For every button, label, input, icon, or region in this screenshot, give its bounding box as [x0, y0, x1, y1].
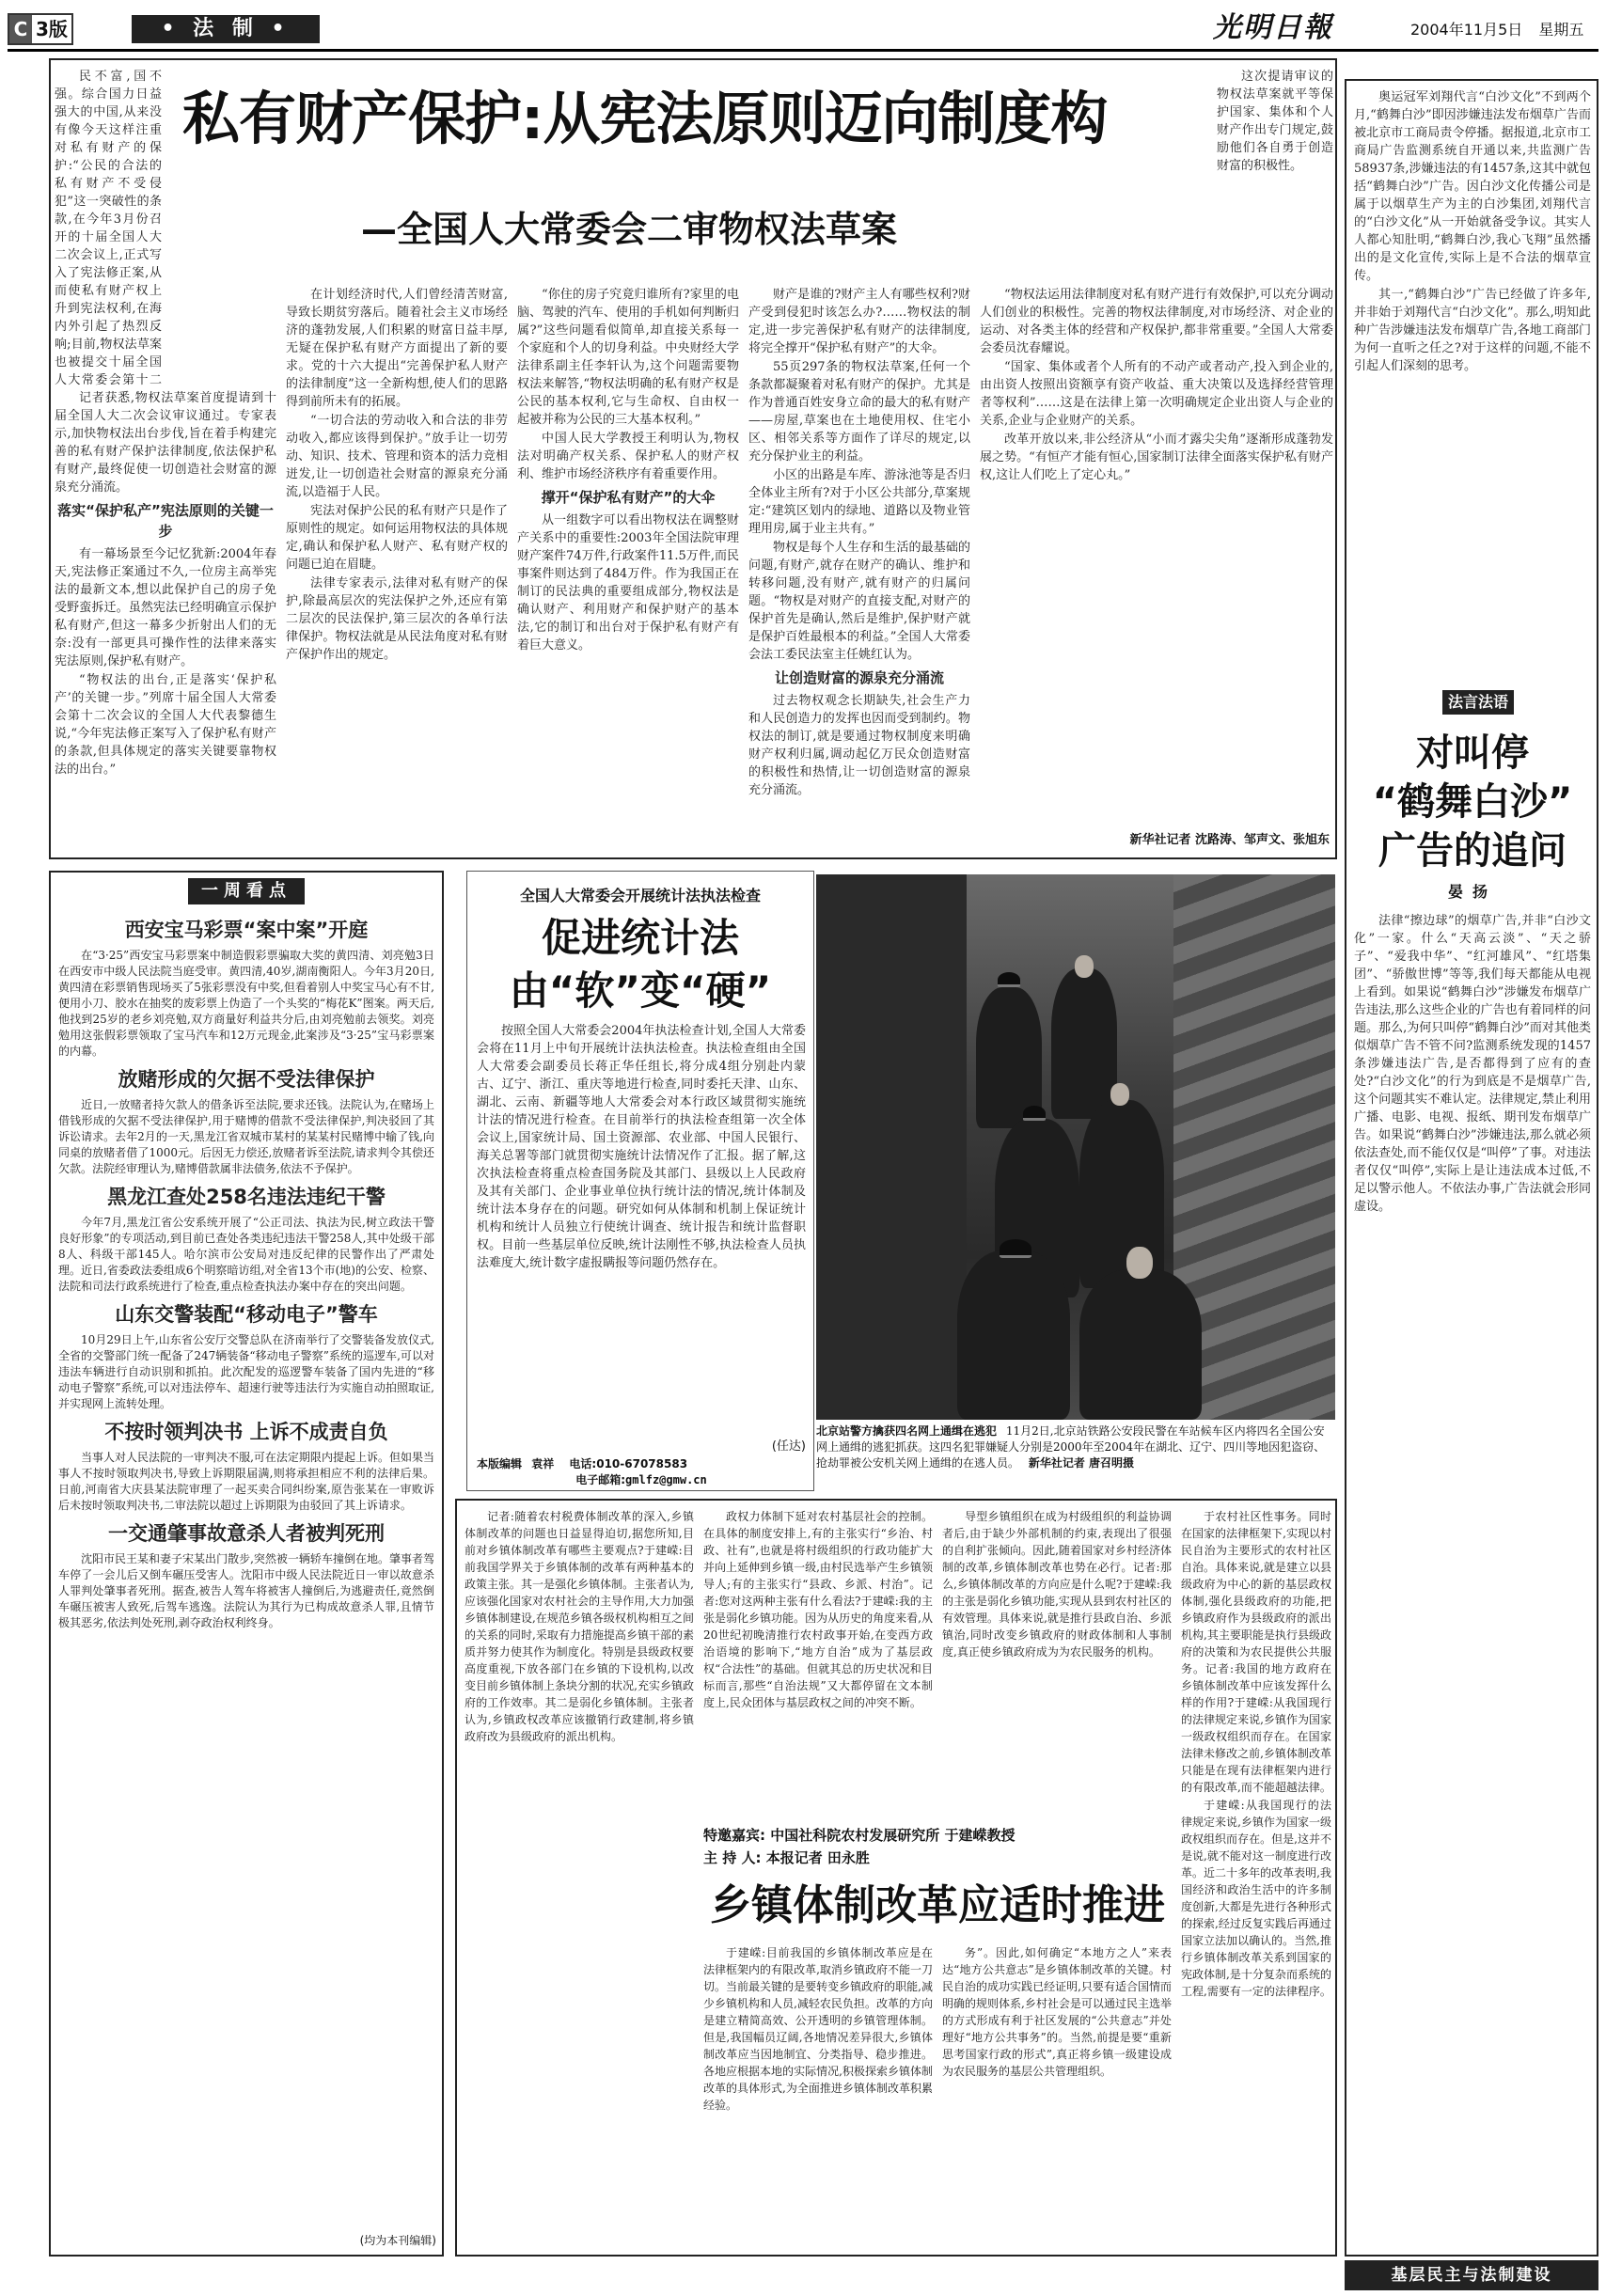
lead-subhead-1: 落实“保护私产”宪法原则的关键一步 — [57, 502, 274, 540]
lead-paragraph: 55页297条的物权法草案,任何一个条款都凝聚着对私有财产的保护。尤其是作为普通百姓安身立命的最大的私有财产——房屋,草案也在土地使用权、住宅小区、相邻关系等方面作了详尽的规定,以充分保护业主的利益。 — [748, 360, 970, 464]
photo-face — [1110, 1083, 1129, 1106]
lead-paragraph: 宪法对保护公民的私有财产只是作了原则性的规定。如何运用物权法的具体规定,确认和保护私人财产、私有财产权的问题已迫在眉睫。 — [286, 504, 508, 572]
section-footer-bar — [1345, 2260, 1598, 2290]
email-label: 电子邮箱: — [575, 1473, 626, 1486]
week-highlights — [49, 871, 444, 2257]
interview-paragraph: 导型乡镇组织在成为村级组织的利益协调者后,由于缺少外部机制的约束,表现出了很强的自利扩张倾向。因此,随着国家对乡村经济体制的改革,乡镇体制改革也势在必行。记者:那么,乡镇体制改革的方向应是什么呢?于建嵘:我的主张是弱化乡镇功能,实现从县到农村社区的有效管理。具体来说,就是推行县政自治、乡派镇治,同时改变乡镇政府的财政体制和人事制度,真正使乡镇政府成为为农民服务的机构。 — [942, 1510, 1172, 1659]
photo-figure — [1051, 968, 1117, 1119]
host-line — [703, 1847, 1172, 1869]
week-tag: 一周看点 — [188, 878, 305, 904]
week-item-title: 黑龙江查处258名违法违纪干警 — [107, 1186, 386, 1208]
column-article — [1345, 79, 1598, 2257]
week-item-title: 不按时领判决书 上诉不成责自负 — [104, 1421, 388, 1443]
stats-body — [477, 1022, 806, 1436]
interview-column-2 — [703, 1508, 933, 1818]
lead-paragraph: 民不富,国不强。综合国力日益强大的中国,从来没有像今天这样注重对私有财产的保护:“公民的合法的私有财产不受侵犯”这一突破性的条款,在今年3月份召开的十届全国人大二次会议上,正式写入了宪法修正案,从而使私有财产权上升到宪法权利,在海内外引起了热烈反响;目前,物权法草案也被提交十届全国人大常委会第十二 — [55, 70, 162, 387]
lead-subtitle: —全国人大常委会二审物权法草案 — [361, 209, 898, 250]
photo-face — [1126, 1247, 1153, 1279]
week-item-body: 沈阳市民王某和妻子宋某出门散步,突然被一辆轿车撞倒在地。肇事者驾车停了一会儿后又倒车碾压受害人。沈阳市中级人民法院近日一审以故意杀人罪判处肇事者死刑。据查,被告人驾车将被害人撞倒后,为逃避责任,竟然倒车碾压被害人致死,后驾车逃逸。法院认为其行为已构成故意杀人罪,且情节极其恶劣,依法判处死刑,剥夺政治权利终身。 — [58, 1552, 434, 1629]
week-item-title: 一交通肇事故意杀人者被判死刑 — [108, 1522, 385, 1545]
photo-police-cap — [1000, 1239, 1031, 1258]
stats-title-2: 由“软”变“硬” — [509, 967, 772, 1014]
photo-police-cap — [1023, 1106, 1046, 1121]
lead-paragraph: 财产是谁的?财产主人有哪些权利?财产受到侵犯时该怎么办?……物权法的制定,进一步完善保护私有财产的法律制度,将完全撑开“保护私有财产”的大伞。 — [748, 288, 970, 355]
news-photo — [816, 874, 1335, 1420]
stats-title-1: 促进统计法 — [541, 915, 739, 961]
email-row — [477, 1472, 806, 1488]
stats-byline: (任达) — [771, 1439, 806, 1454]
week-tag-wrap — [51, 878, 442, 906]
lead-subhead-2: 撑开“保护私有财产”的大伞 — [541, 489, 716, 506]
issue-date — [1410, 19, 1598, 41]
host-name: 本报记者 田永胜 — [765, 1849, 870, 1866]
week-item — [58, 1519, 434, 1631]
lead-article — [49, 58, 1337, 859]
phone-number: 010-67078583 — [596, 1457, 688, 1470]
photo-figure — [957, 1250, 1070, 1420]
column-author: 晏扬 — [1447, 883, 1497, 901]
column-body — [1354, 912, 1591, 2247]
photo-caption-body: 11月2日,北京站铁路公安段民警在车站候车区内将四名全国公安网上通缉的逃犯抓获。这四名犯罪嫌疑人分别是2000年至2004年在湖北、辽宁、四川等地因犯盗窃、抢劫罪被公安机关网上通缉的在逃人员。 — [816, 1424, 1326, 1470]
interview-paragraph: 务”。因此,如何确定“本地方之人”来表达“地方公共意志”是乡镇体制改革的关键。村民自治的成功实践已经证明,只要有适合国情而明确的规则体系,乡村社会是可以通过民主选举的方式形成有利于社区发展的“公共意志”并处理好“地方公共事务”的。当然,前提是要“重新思考国家行政的形式”,真正将乡镇一级建设成为农民服务的基层公共管理组织。 — [942, 1946, 1172, 2078]
photo-wall — [816, 874, 967, 1420]
interview-paragraph: 于建嵘:目前我国的乡镇体制改革应是在法律框架内的有限改革,取消乡镇政府不能一刀切。当前最关键的是要转变乡镇政府的职能,减少乡镇机构和人员,减轻农民负担。改革的方向是建立精简高效、公开透明的乡镇管理体制。但是,我国幅员辽阔,各地情况差异很大,乡镇体制改革应当因地制宜、分类指导、稳步推进。各地应根据本地的实际情况,积极探索乡镇体制改革的具体形式,为全面推进乡镇体制改革积累经验。 — [703, 1946, 933, 2112]
column-paragraph: 法律“擦边球”的烟草广告,并非“白沙文化”一家。什么“天高云淡”、“天之骄子”、“爱我中华”、“红河雄风”、“红塔集团”、“骄傲世博”等等,我们每天都能从电视上看到。如果说“鹤舞白沙”涉嫌发布烟草广告违法,那么这些企业的广告也有着同样的问题。那么,为何只叫停“鹤舞白沙”而对其他类似烟草广告不管不问?监测系统发现的1457条涉嫌违法广告,是否都得到了应有的查处?“白沙文化”的行为到底是不是烟草广告,这个问题其实不难认定。法律规定,禁止利用广播、电影、电视、报纸、期刊发布烟草广告。如果说“鹤舞白沙”涉嫌违法,那么就必须依法查处,而不能仅仅是“叫停”了事。对违法者仅仅“叫停”,实际上是让违法成本过低,不足以警示他人。不依法办事,广告法就会形同虚设。 — [1354, 914, 1591, 1214]
stats-article — [466, 871, 814, 1491]
week-byline: (均为本刊编辑) — [359, 2234, 436, 2247]
lead-paragraph: “物权法运用法律制度对私有财产进行有效保护,可以充分调动人们创业的积极性。完善的物权法律制度,对市场经济、对企业的运动、对各类主体的经营和产权保护,都非常重要。”全国人大常委会委员沈春耀说。 — [980, 288, 1333, 355]
column-tag-text: 法言法语 — [1442, 690, 1514, 715]
editor-row — [477, 1456, 806, 1472]
photo-figure — [1079, 1269, 1202, 1420]
stats-paragraph: 按照全国人大常委会2004年执法检查计划,全国人大常委会将在11月上中旬开展统计法执法检查。执法检查组由全国人大常委会副委员长蒋正华任组长,将分成4组分别赴内蒙古、辽宁、浙江、重庆等地进行检查,同时委托天津、山东、湖北、云南、新疆等地人大常委会对本行政区域贯彻实施统计法的情况进行检查。在目前举行的执法检查组第一次全体会议上,国家统计局、国土资源部、农业部、中国人民银行、海关总署等部门就贯彻实施统计法情况作了汇报。据了解,这次执法检查将重点检查国务院及其部门、县级以上人民政府及其有关部门、企业事业单位执行统计法的情况,统计体制及统计法本身存在的问题。研究如何从体制和机制上保证统计机构和统计人员独立行使统计调查、统计报告和统计监督职权。目前一些基层单位反映,统计法刚性不够,执法检查人员执法难度大,统计数字虚报瞒报等问题仍然存在。 — [477, 1024, 806, 1270]
host-label: 主 持 人: — [703, 1849, 762, 1866]
date-text: 2004年11月5日 — [1410, 21, 1523, 39]
week-list — [58, 910, 434, 2226]
week-item — [58, 1183, 434, 1295]
lead-column-a — [55, 389, 276, 855]
lead-subhead-3: 让创造财富的源泉充分涌流 — [774, 669, 944, 686]
week-item — [58, 1300, 434, 1412]
lead-paragraph: 法律专家表示,法律对私有财产的保护,除最高层次的宪法保护之外,还应有第二层次的民法保护,第三层次的各单行法律保护。物权法就是从民法角度对私有财产保护作出的规定。 — [286, 576, 508, 662]
interview-title: 乡镇体制改革应适时推进 — [710, 1881, 1165, 1929]
week-item-title: 山东交警装配“移动电子”警车 — [115, 1303, 378, 1326]
lead-column-b — [286, 286, 508, 855]
lead-column-c — [517, 286, 739, 855]
column-paragraph: 其一,“鹤舞白沙”广告已经做了许多年,并非始于刘翔代言“白沙文化”。那么,明知此种广告涉嫌违法发布烟草广告,各地工商部门为何一直听之任之?对于这样的问题,不能不引起人们深刻的思考。 — [1354, 288, 1591, 373]
lead-paragraph: “一切合法的劳动收入和合法的非劳动收入,都应该得到保护。”放手让一切劳动、知识、技术、管理和资本的活力竞相迸发,让一切创造社会财富的源泉充分涌流,以造福于人民。 — [286, 414, 508, 499]
interview-column-1 — [464, 1508, 694, 2251]
section-footer-text: 基层民主与法制建设 — [1391, 2266, 1552, 2285]
header-rule — [8, 49, 1598, 52]
phone-label: 电话: — [569, 1457, 597, 1470]
week-item-title: 放赌形成的欠据不受法律保护 — [118, 1068, 375, 1091]
lead-column-e — [980, 286, 1333, 822]
lead-paragraph: 小区的出路是车库、游泳池等是否归全体业主所有?对于小区公共部分,草案规定:“建筑区划内的绿地、道路以及物业管理用房,属于业主共有。” — [748, 468, 970, 536]
lead-byline: 新华社记者 沈路涛、邹声文、张旭东 — [1129, 833, 1330, 847]
week-item-body: 近日,一放赌者持欠款人的借条诉至法院,要求还钱。法院认为,在赌场上借钱形成的欠据不受法律保护,用于赌博的借款不受法律保护,判决驳回了其诉讼请求。去年2月的一天,黑龙江省双城市某村的某某村民赌博中输了钱,向同桌的放赌者借了1000元。后因无力偿还,放赌者诉至法院,请求判令其偿还欠款。法院经审理认为,赌博借款属非法债务,依法不予保护。 — [58, 1098, 434, 1175]
photo-caption — [816, 1423, 1335, 1491]
editor-label: 本版编辑 — [477, 1457, 523, 1470]
interview-paragraph: 政权力体制下延对农村基层社会的控制。在具体的制度安排上,有的主张实行“乡治、村政、社有”,也就是将村级组织的行政功能扩大并向上延伸到乡镇一级,由村民选举产生乡镇领导人;有的主张实行“县政、乡派、村治”。记者:您对这两种主张有什么看法?于建嵘:我的主张是弱化乡镇功能。因为从历史的角度来看,从20世纪初晚清推行农村政事开始,在变西方政治语境的影响下,“地方自治”成为了基层政权“合法性”的基础。但就其总的历史状况和目标而言,那些“自治法规”又大都停留在文本制度上,民众团体与基层政权之间的冲突不断。 — [703, 1510, 933, 1709]
stats-editor-line — [477, 1456, 806, 1488]
interview-column-5 — [703, 1944, 933, 2251]
lead-column-d — [748, 286, 970, 855]
editor-name: 袁祥 — [531, 1457, 555, 1470]
email-address: gmlfz@gmw.cn — [625, 1473, 707, 1486]
photo-face — [1075, 955, 1094, 978]
interview-paragraph: 于建嵘:从我国现行的法律规定来说,乡镇作为国家一级政权组织而存在。但是,这并不是说,就不能对这一制度进行改革。近二十多年的改革表明,我国经济和政治生活中的许多制度创新,大都是先进行各种形式的探索,经过反复实践后再通过国家立法加以确认的。当然,推行乡镇体制改革关系到国家的宪政体制,是十分复杂而系统的工程,需要有一定的法律程序。 — [1181, 1799, 1331, 1998]
week-item-title: 西安宝马彩票“案中案”开庭 — [124, 919, 369, 941]
lead-column-1 — [55, 68, 162, 387]
interview-paragraph: 记者:随着农村税费体制改革的深入,乡镇体制改革的问题也日益显得迫切,据您所知,目前对乡镇体制改革有哪些主要观点?于建嵘:目前我国学界关于乡镇体制的改革有两种基本的政策主张。其一是强化乡镇体制。主张者认为,应该强化国家对农村社会的主导作用,大力加强乡镇体制建设,在规范乡镇各级权机构相互之间的关系的同时,采取有力措施提高乡镇干部的素质并努力使其作为制度化。特别是县级政权要高度重视,下放各部门在乡镇的下设机构,以改变目前乡镇体制上条块分割的状况,充实乡镇政府的工作效率。其二是弱化乡镇体制。主张者认为,乡镇政权改革应该撤销行政建制,将乡镇政府改为县级政府的派出机构。 — [464, 1510, 694, 1743]
column-tag — [1384, 690, 1572, 718]
column-title-1: 对叫停 — [1416, 731, 1529, 775]
interview-article — [455, 1499, 1337, 2257]
week-item-body: 10月29日上午,山东省公安厅交警总队在济南举行了交警装备发放仪式,全省的交警部门统一配备了247辆装备“移动电子警察”系统的巡逻车,可以对违法车辆进行自动识别和抓拍。此次配发的巡逻警车装备了国内先进的“移动电子警察”系统,可以对违法停车、超速行驶等违法行为实施自动拍照取证,并实现网上流转处理。 — [58, 1333, 434, 1410]
lead-paragraph: “国家、集体或者个人所有的不动产或者动产,投入到企业的,由出资人按照出资额享有资产收益、重大决策以及选择经营管理者等权利”……这是在法律上第一次明确规定企业出资人与企业的关系,企业与企业财产的关系。 — [980, 360, 1333, 428]
interview-column-3 — [942, 1508, 1172, 1818]
lead-paragraph: 记者获悉,物权法草案首度提请到十届全国人大二次会议审议通过。专家表示,加快物权法出台步伐,旨在着手构建完善的私有财产保护法律制度,依法保护私有财产,最终促使一切创造社会财富的源泉充分涌流。 — [55, 391, 276, 495]
guest-line — [703, 1824, 1172, 1847]
interview-paragraph: 于农村社区性事务。同时在国家的法律框架下,实现以村民自治为主要形式的农村社区自治。具体来说,就是建立以县级政府为中心的新的基层政权体制,强化县级政府的功能,把乡镇政府作为县级政府的派出机构,其主要职能是执行县级政府的决策和为农民提供公共服务。记者:我国的地方政府在乡镇体制改革中应该发挥什么样的作用?于建嵘:从我国现行的法律规定来说,乡镇作为国家一级政权组织而存在。在国家法律未修改之前,乡镇体制改革只能是在现有法律框架内进行的有限改革,而不能超越法律。 — [1181, 1510, 1331, 1794]
column-title-3: 广告的追问 — [1378, 829, 1567, 873]
column-intro — [1354, 88, 1591, 681]
week-item — [58, 1418, 434, 1514]
lead-paragraph: 在计划经济时代,人们曾经清苦财富,导致长期贫穷落后。随着社会主义市场经济的蓬勃发展,人们积累的财富日益丰厚,无疑在保护私有财产方面提出了新的要求。党的十六大提出“完善保护私人财产的法律制度”这一全新构想,使人们的思路得到前所未有的拓展。 — [286, 288, 508, 409]
stats-kicker: 全国人大常委会开展统计法执法检查 — [519, 887, 761, 904]
column-paragraph: 奥运冠军刘翔代言“白沙文化”不到两个月,“鹤舞白沙”即因涉嫌违法发布烟草广告而被北京市工商局责令停播。据报道,北京市工商局广告监测系统自开通以来,共监测广告58937条,涉嫌违法的有1457条,这其中就包括“鹤舞白沙”广告。因白沙文化传播公司是属于以烟草生产为主的白沙集团,刘翔代言的“白沙文化”从一开始就备受争议。其实人人都心知肚明,“鹤舞白沙,我心飞翔”虽然播出的是文化宣传,实际上是不合法的烟草宣传。 — [1354, 90, 1591, 283]
lead-paragraph: 过去物权观念长期缺失,社会生产力和人民创造力的发挥也因而受到制约。物权法的制订,就是要通过物权制度来明确财产权利归属,调动起亿万民众创造财富的积极性和热情,让一切创造财富的源泉充分涌流。 — [748, 694, 970, 797]
guest-name: 中国社科院农村发展研究所 于建嵘教授 — [770, 1827, 1016, 1844]
lead-paragraph: 这次提请审议的物权法草案就平等保护国家、集体和个人财产作出专门规定,鼓励他们各自勇于创造财富的积极性。 — [1217, 70, 1333, 173]
lead-paragraph: 中国人民大学教授王利明认为,物权法对明确产权关系、保护私人的财产权利、维护市场经济秩序有着重要作用。 — [517, 432, 739, 481]
photo-byline: 新华社记者 唐召明摄 — [1028, 1456, 1135, 1470]
week-item-body: 今年7月,黑龙江省公安系统开展了“公正司法、执法为民,树立政法干警良好形象”的专项活动,到目前已查处各类违纪违法干警258人,其中处级干部8人、科级干部145人。哈尔滨市公安局对违反纪律的民警作出了严肃处理。近日,省委政法委组成6个明察暗访组,对全省13个市(地)的公安、检察、法院和司法行政系统进行了检查,重点检查执法办案中存在的突出问题。 — [58, 1216, 434, 1293]
lead-paragraph: 改革开放以来,非公经济从“小而才露尖尖角”逐渐形成蓬勃发展之势。“有恒产才能有恒心,国家制订法律全面落实保护私有财产权,这让人们吃上了定心丸。” — [980, 432, 1333, 482]
photo-caption-title: 北京站警方擒获四名网上通缉在逃犯 — [816, 1424, 998, 1438]
interview-credits — [703, 1824, 1172, 1869]
photo-police-cap — [998, 972, 1020, 987]
week-item-body: 在“3·25”西安宝马彩票案中制造假彩票骗取大奖的黄四清、刘亮勉3日在西安市中级人民法院当庭受审。黄四清,40岁,湖南衡阳人。今年3月20日,黄四清在彩票销售现场买了5张彩票没有中奖,但看着别人中奖宝马心有不甘,便用小刀、胶水在抽奖的废彩票上伪造了一个头奖的“梅花K”图案。两天后,他找到25岁的老乡刘亮勉,双方商量好利益共分后,由刘亮勉前去领奖。刘亮勉用这张假彩票领取了宝马汽车和12万元现金,此案涉及“3·25”宝马彩票案的内幕。 — [58, 949, 434, 1058]
lead-paragraph: 从一组数字可以看出物权法在调整财产关系中的重要性:2003年全国法院审理财产案件74万件,行政案件11.5万件,而民事案件则达到了484万件。作为我国正在制订的民法典的重要组成部分,物权法是确认财产、利用财产和保护财产的基本法,它的制订和出台对于保护私有财产有着巨大意义。 — [517, 513, 739, 653]
news-photo-block — [816, 874, 1335, 1491]
week-item — [58, 1065, 434, 1177]
lead-paragraph: “物权法的出台,正是落实‘保护私产’的关键一步。”列席十届全国人大常委会第十二次会议的全国人大代表黎德生说,“今年宪法修正案写入了保护私有财产的条款,但具体规定的落实关键要靠物权法的出台。” — [55, 673, 276, 777]
guest-label: 特邀嘉宾: — [703, 1827, 765, 1844]
column-title-2: “鹤舞白沙” — [1372, 780, 1573, 824]
page-number: 3版 — [36, 18, 68, 40]
lead-paragraph: “你住的房子究竟归谁所有?家里的电脑、驾驶的汽车、使用的手机如何判断归属?”这些问题看似简单,却直接关系每一个家庭和个人的切身利益。中央财经大学法律系副主任李轩认为,这个问题需要物权法来解答,“物权法明确的私有财产权是公民的基本权利,它与生命权、自由权一起被并称为公民的三大基本权利。” — [517, 288, 739, 427]
week-item — [58, 916, 434, 1060]
lead-paragraph: 有一幕场景至今记忆犹新:2004年春天,宪法修正案通过不久,一位房主高举宪法的最新文本,想以此保护自己的房子免受野蛮拆迁。虽然宪法已经明确宣示保护私有财产,但这一幕多少折射出人们的无奈:没有一部更具可操作性的法律来落实宪法原则,保护私有财产。 — [55, 547, 276, 668]
page-number-box — [8, 13, 73, 45]
interview-column-6 — [942, 1944, 1172, 2251]
interview-column-4 — [1181, 1508, 1331, 2251]
section-label: • 法 制 • — [132, 15, 320, 43]
week-item-body: 当事人对人民法院的一审判决不服,可在法定期限内提起上诉。但如果当事人不按时领取判决书,导致上诉期限届满,则将承担相应不利的法律后果。日前,河南省大庆县某法院审理了一起买卖合同纠纷案,原告张某在一审败诉后未按时领取判决书,二审法院以超过上诉期限为由驳回了其上诉请求。 — [58, 1451, 434, 1512]
newspaper-name: 光明日報 — [1213, 11, 1333, 44]
lead-paragraph: 物权是每个人生存和生活的最基础的问题,有财产,就存在财产的确认、维护和转移问题,没有财产,就有财产的归属问题。“物权是对财产的直接支配,对财产的保护首先是确认,然后是维护,保护财产就是保护百姓最根本的利益。”全国人大常委会法工委民法室主任姚红认为。 — [748, 541, 970, 662]
page-letter: C — [9, 15, 32, 43]
lead-title: 私有财产保护:从宪法原则迈向制度构 — [182, 86, 1108, 152]
weekday-text: 星期五 — [1538, 21, 1584, 39]
